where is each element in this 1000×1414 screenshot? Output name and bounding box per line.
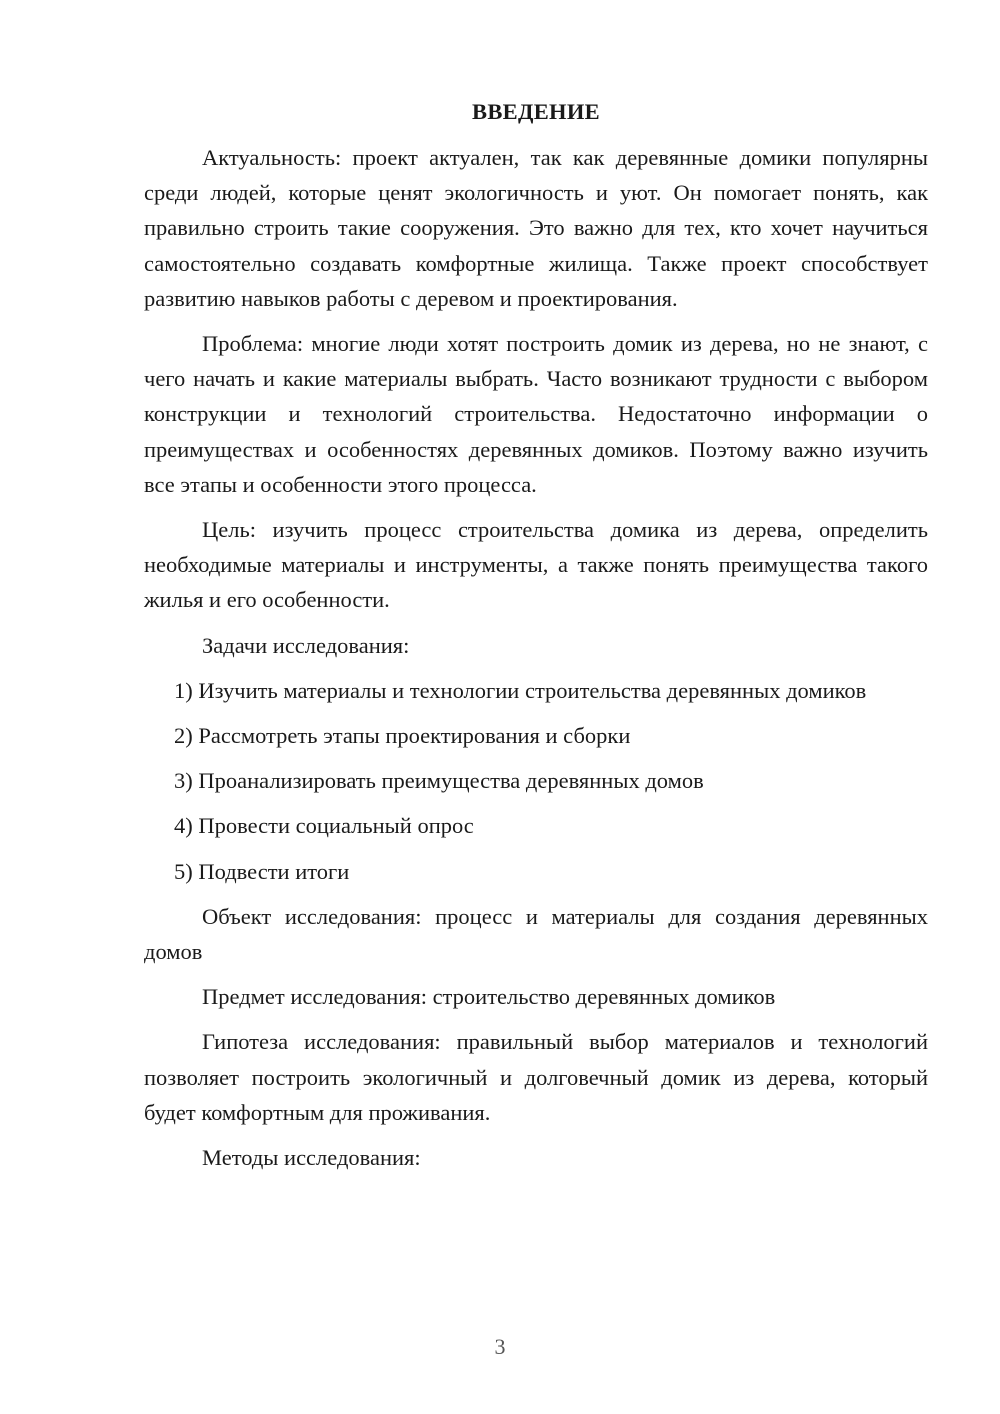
document-title: ВВЕДЕНИЕ (472, 99, 600, 124)
document-page (144, 96, 928, 1185)
paragraph-problem: Проблема: многие люди хотят построить домик из дерева, но не знают, с чего начать и какие материалы выбрать. Часто возникают трудности с выбором конструкции и технологий строительства. Недостаточно информации о преимуществах и особенностях деревянных домиков. Поэтому важно изучить все этапы и особенности этого процесса. (144, 331, 928, 497)
task-item: 2) Рассмотреть этапы проектирования и сборки (174, 723, 631, 749)
paragraph-relevance: Актуальность: проект актуален, так как деревянные домики популярны среди людей, которые ценят экологичность и уют. Он помогает понять, как правильно строить такие сооружения. Это важно для тех, кто хочет научиться самостоятельно создавать комфортные жилища. Также проект способствует развитию навыков работы с деревом и проектирования. (144, 145, 928, 311)
tasks-heading: Задачи исследования: (202, 632, 410, 658)
page-number: 3 (494, 1334, 506, 1359)
task-item: 4) Провести социальный опрос (174, 813, 474, 839)
paragraph-goal: Цель: изучить процесс строительства домика из дерева, определить необходимые материалы и инструменты, а также понять преимущества такого жилья и его особенности. (144, 517, 928, 613)
paragraph-object: Объект исследования: процесс и материалы для создания деревянных домов (144, 903, 928, 965)
task-item: 5) Подвести итоги (174, 858, 350, 884)
task-item: 3) Проанализировать преимущества деревянных домов (174, 768, 704, 794)
methods-heading: Методы исследования: (202, 1145, 421, 1171)
paragraph-subject: Предмет исследования: строительство деревянных домиков (202, 984, 776, 1010)
tasks-list (144, 673, 928, 889)
task-item: 1) Изучить материалы и технологии строительства деревянных домиков (174, 677, 867, 703)
paragraph-hypothesis: Гипотеза исследования: правильный выбор материалов и технологий позволяет построить экологичный и долговечный домик из дерева, который будет комфортным для проживания. (144, 1029, 928, 1125)
